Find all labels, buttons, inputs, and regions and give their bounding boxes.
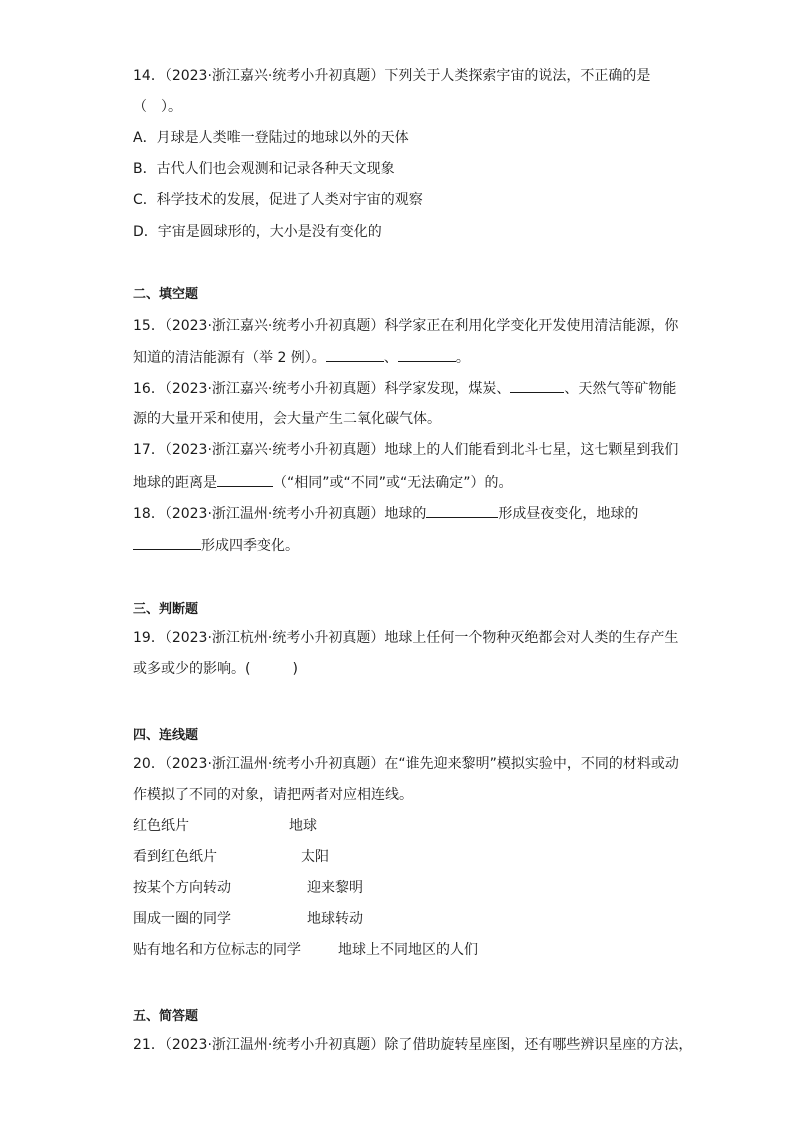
- section-matching: 四、连线题: [133, 728, 199, 743]
- q18-blank-2[interactable]: [133, 535, 201, 550]
- q18-text-b: 形成昼夜变化，地球的: [498, 506, 639, 522]
- q20-left-item: 围成一圈的同学: [133, 911, 231, 927]
- q14-option-b: B．古代人们也会观测和记录各种天文现象: [133, 161, 395, 177]
- q21-stem: 21．（2023·浙江温州·统考小升初真题）除了借助旋转星座图，还有哪些辨识星座的方法，: [133, 1037, 693, 1053]
- q16-text-b: 、天然气等矿物能: [564, 381, 677, 397]
- q20-left-item: 按某个方向转动: [133, 880, 231, 896]
- q18-blank-1[interactable]: [426, 503, 498, 518]
- q20-right-item: 迎来黎明: [307, 880, 363, 896]
- q16-line2: 源的大量开采和使用，会大量产生二氧化碳气体。: [133, 411, 441, 427]
- q16-line1: [133, 378, 676, 399]
- q18-text-c: 形成四季变化。: [201, 538, 299, 554]
- section-true-false: 三、判断题: [133, 602, 199, 617]
- q18-text-a: 18．（2023·浙江温州·统考小升初真题）地球的: [133, 506, 427, 522]
- q15-text-a: 知道的清洁能源有（举 2 例）。: [133, 350, 326, 366]
- q16-text-a: 16．（2023·浙江嘉兴·统考小升初真题）科学家发现，煤炭、: [133, 381, 511, 397]
- q17-stem: 17．（2023·浙江嘉兴·统考小升初真题）地球上的人们能看到北斗七星，这七颗星到我们: [133, 442, 679, 458]
- q18-line2: [133, 535, 299, 556]
- q20-line2: 作模拟了不同的对象，请把两者对应相连线。: [133, 787, 413, 803]
- q15-line2: [133, 347, 470, 368]
- q20-left-item: 看到红色纸片: [133, 849, 217, 865]
- q15-text-c: 。: [455, 350, 470, 366]
- q14-option-a: A．月球是人类唯一登陆过的地球以外的天体: [133, 130, 409, 146]
- q15-blank-1[interactable]: [326, 347, 384, 362]
- q20-left-item: 红色纸片: [133, 818, 189, 834]
- q14-option-d: D．宇宙是圆球形的，大小是没有变化的: [133, 224, 382, 240]
- q18-line1: [133, 503, 638, 524]
- q14-option-c: C．科学技术的发展，促进了人类对宇宙的观察: [133, 192, 423, 208]
- q19-stem: 19．（2023·浙江杭州·统考小升初真题）地球上任何一个物种灭绝都会对人类的生存产生: [133, 630, 679, 646]
- q17-text-b: （“相同”或“不同”或“无法确定”）的。: [273, 475, 513, 491]
- q14-stem: 14．（2023·浙江嘉兴·统考小升初真题）下列关于人类探索宇宙的说法，不正确的是: [133, 68, 651, 84]
- section-fill-in: 二、填空题: [133, 287, 199, 302]
- q17-line2: [133, 472, 513, 493]
- q14-bracket: （ ）。: [133, 99, 182, 115]
- q16-blank[interactable]: [510, 378, 564, 393]
- q15-blank-2[interactable]: [398, 347, 456, 362]
- q20-right-item: 地球转动: [307, 911, 363, 927]
- q20-right-item: 太阳: [301, 849, 329, 865]
- q17-text-a: 地球的距离是: [133, 475, 217, 491]
- q20-right-item: 地球: [289, 818, 317, 834]
- q17-blank[interactable]: [217, 472, 273, 487]
- q15-stem: 15．（2023·浙江嘉兴·统考小升初真题）科学家正在利用化学变化开发使用清洁能源，你: [133, 318, 679, 334]
- section-short-answer: 五、简答题: [133, 1009, 199, 1024]
- q19-line2: 或多或少的影响。( ): [133, 661, 298, 677]
- q20-right-item: 地球上不同地区的人们: [338, 942, 478, 958]
- q20-left-item: 贴有地名和方位标志的同学: [133, 942, 301, 958]
- q20-stem: 20．（2023·浙江温州·统考小升初真题）在“谁先迎来黎明”模拟实验中，不同的材料或动: [133, 756, 679, 772]
- q15-text-b: 、: [383, 350, 398, 366]
